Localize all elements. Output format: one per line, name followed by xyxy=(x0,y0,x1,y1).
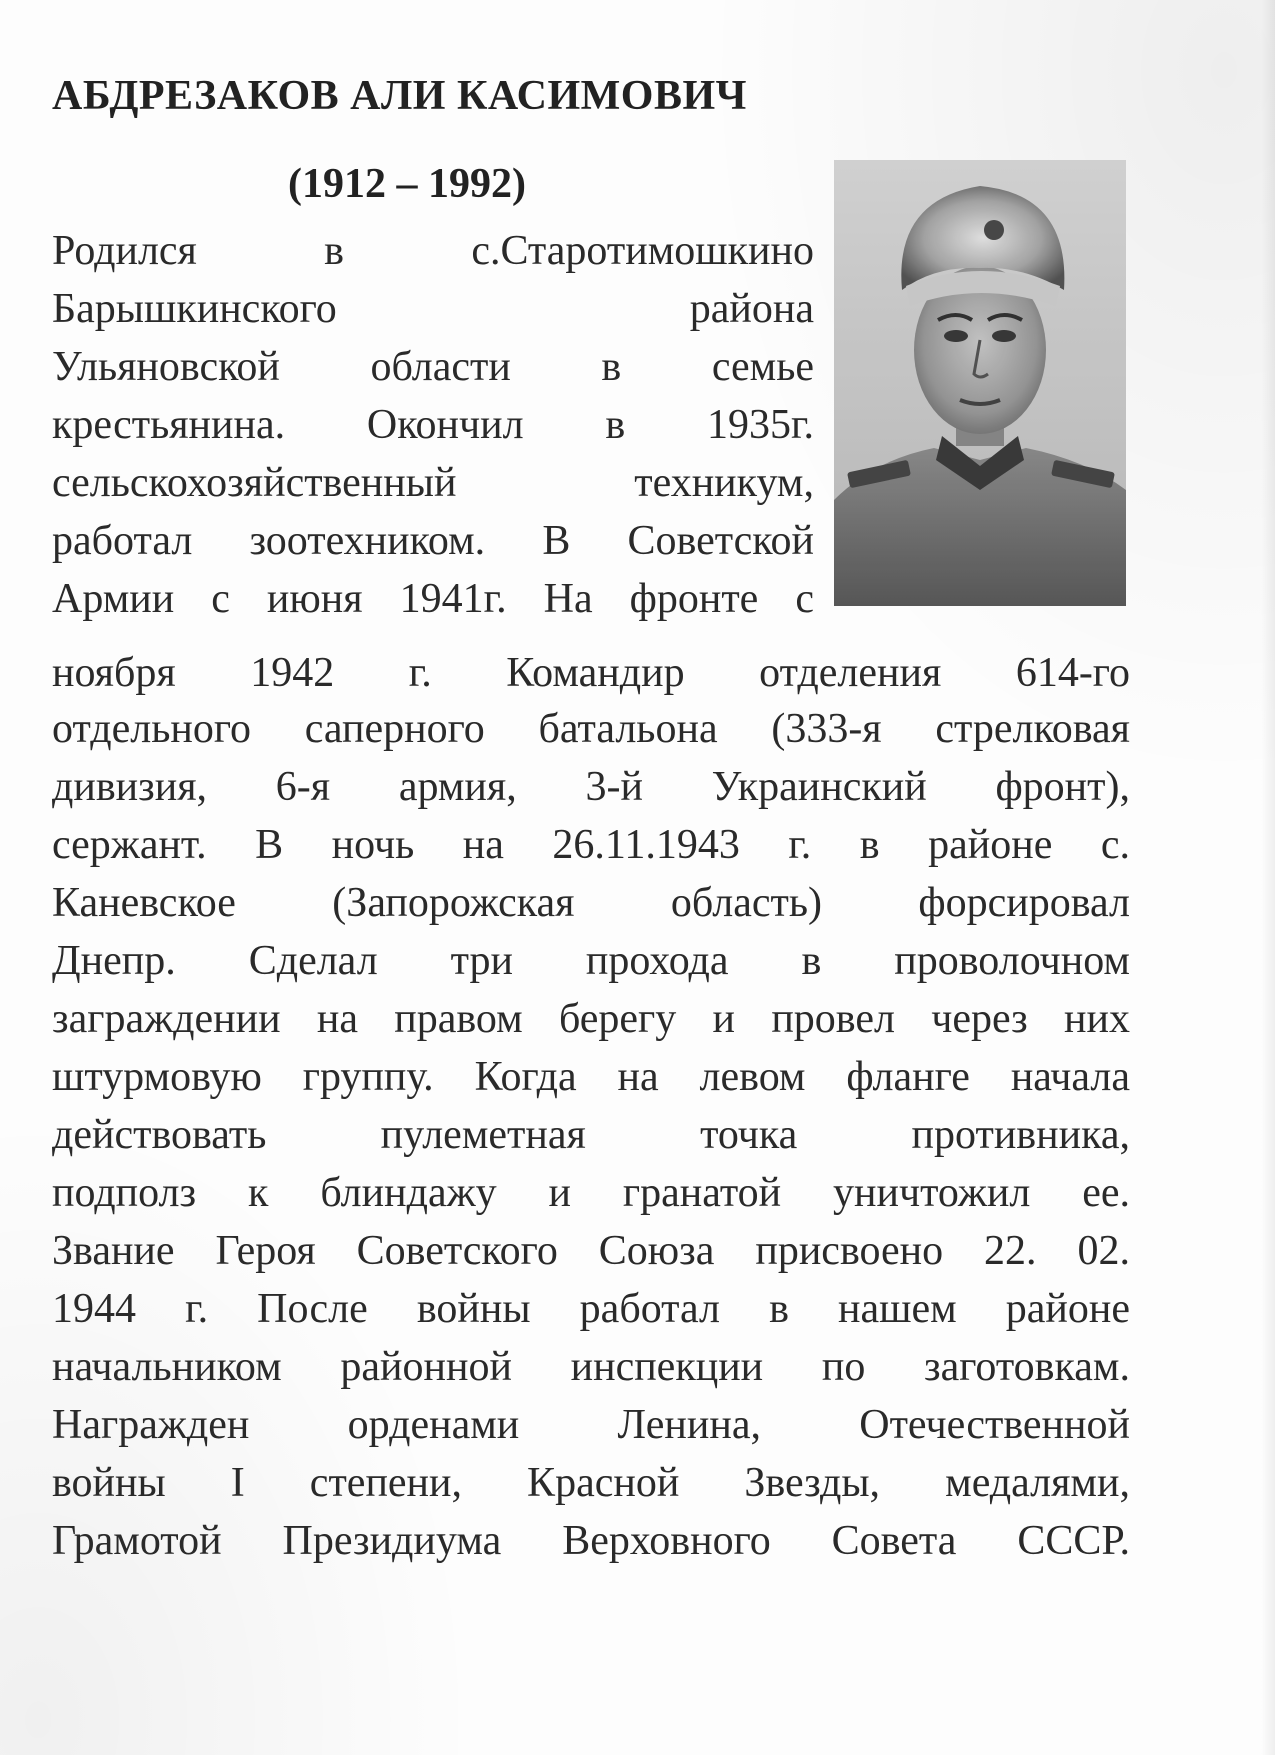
text-line: Родился в с.Старотимошкино xyxy=(52,228,814,274)
text-line: начальником районной инспекции по заготовкам. xyxy=(52,1344,1130,1390)
text-line: сельскохозяйственный техникум, xyxy=(52,460,814,506)
text-line: Днепр. Сделал три прохода в проволочном xyxy=(52,938,1130,984)
text-line: Каневское (Запорожская область) форсировал xyxy=(52,880,1130,926)
text-line: заграждении на правом берегу и провел через них xyxy=(52,996,1130,1042)
text-line: ноября 1942 г. Командир отделения 614-го xyxy=(52,650,1130,696)
text-line: Звание Героя Советского Союза присвоено 22. 02. xyxy=(52,1228,1130,1274)
text-line: Награжден орденами Ленина, Отечественной xyxy=(52,1402,1130,1448)
text-line: дивизия, 6-я армия, 3-й Украинский фронт), xyxy=(52,764,1130,810)
portrait-illustration xyxy=(834,160,1126,606)
text-line: Армии с июня 1941г. На фронте с xyxy=(52,576,814,622)
portrait-photo xyxy=(834,160,1126,606)
text-line: отдельного саперного батальона (333-я стрелковая xyxy=(52,706,1130,752)
text-line: действовать пулеметная точка противника, xyxy=(52,1112,1130,1158)
text-line: 1944 г. После войны работал в нашем районе xyxy=(52,1286,1130,1332)
text-line: Грамотой Президиума Верховного Совета СССР. xyxy=(52,1518,1130,1564)
text-line: крестьянина. Окончил в 1935г. xyxy=(52,402,814,448)
page-title: АБДРЕЗАКОВ АЛИ КАСИМОВИЧ xyxy=(52,73,747,119)
paper-edge-shadow xyxy=(1261,0,1275,1755)
text-line: работал зоотехником. В Советской xyxy=(52,518,814,564)
text-line: штурмовую группу. Когда на левом фланге начала xyxy=(52,1054,1130,1100)
text-line: подполз к блиндажу и гранатой уничтожил ее. xyxy=(52,1170,1130,1216)
text-line: сержант. В ночь на 26.11.1943 г. в районе с. xyxy=(52,822,1130,868)
text-line: Барышкинского района xyxy=(52,286,814,332)
life-years: (1912 – 1992) xyxy=(288,161,526,207)
text-line: войны I степени, Красной Звезды, медалями, xyxy=(52,1460,1130,1506)
text-line: Ульяновской области в семье xyxy=(52,344,814,390)
